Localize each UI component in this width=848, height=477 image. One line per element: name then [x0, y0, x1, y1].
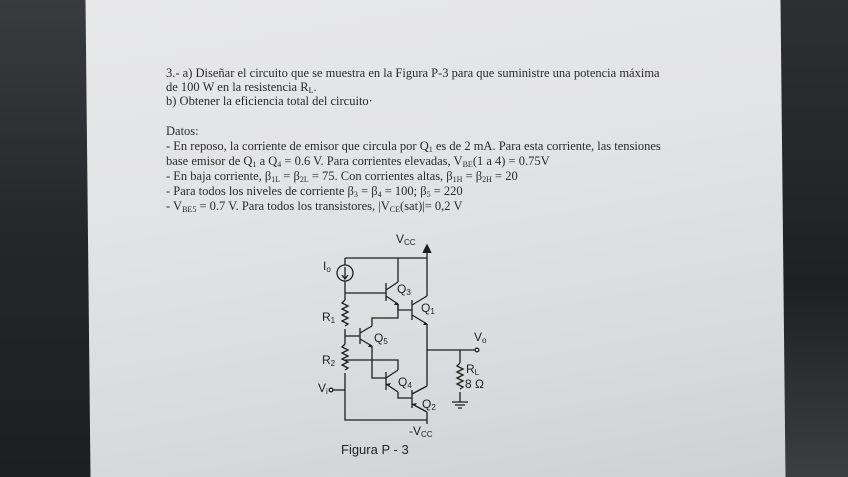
problem-line-1: 3.- a) Diseñar el circuito que se muestra en la Figura P-3 para que suministre una potencia máxima [166, 66, 660, 80]
vcc-rail [345, 248, 427, 258]
r2-label: $R_2$ [322, 353, 336, 368]
figure-caption: Figura P - 3 [341, 442, 409, 457]
problem-line-3: b) Obtener la eficiencia total del circuito· [166, 94, 373, 108]
q2-label: $Q_2$ [422, 397, 436, 412]
datos-line-5: - $V_{BE5} = 0.7$ V. Para todos los transistores, $|V_{CE}(sat)|= 0,2$ V [166, 199, 463, 214]
vcc-arrow-icon [423, 245, 431, 253]
neg-vcc-label: $-V_{CC}$ [409, 424, 433, 439]
q3-label: $Q_3$ [397, 282, 411, 297]
rl-value-label: 8 Ω [465, 377, 484, 391]
q4-label: $Q_4$ [398, 375, 412, 390]
datos-line-4: - Para todos los niveles de corriente $\beta_3 = \beta_4 = 100$; $\beta_5 = 220$ [166, 184, 463, 199]
datos-line-1: - En reposo, la corriente de emisor que circula por $Q_1$ es de 2 mA. Para esta corriente, las tensiones [166, 139, 661, 154]
vi-label: $V_i$ [318, 381, 328, 396]
r2-resistor-icon [342, 344, 348, 370]
ground-icon [452, 402, 468, 408]
r1-label: $R_1$ [322, 310, 336, 325]
r1-resistor-icon [342, 300, 348, 326]
datos-heading: Datos: [166, 124, 199, 138]
rl-label: $R_L$ [466, 362, 480, 377]
q1-label: $Q_1$ [421, 301, 435, 316]
rl-resistor-icon [457, 363, 463, 389]
vcc-label: $V_{CC}$ [396, 232, 416, 247]
datos-line-3: - En baja corriente, $\beta_{1L} = \beta_{2L} = 75$. Con corrientes altas, $\beta_{1H} = \beta_{2H} = 20$ [166, 169, 518, 184]
problem-line-2: de 100 W en la resistencia $R_L$. [166, 80, 317, 95]
q5-label: $Q_5$ [374, 331, 388, 346]
vo-label: $V_o$ [474, 330, 487, 345]
io-label: $I_o$ [323, 259, 331, 274]
datos-line-2: base emisor de $Q_1$ a $Q_4 = 0.6$ V. Para corrientes elevadas, $V_{BE}(1$ a 4) = 0.75V [166, 154, 550, 169]
